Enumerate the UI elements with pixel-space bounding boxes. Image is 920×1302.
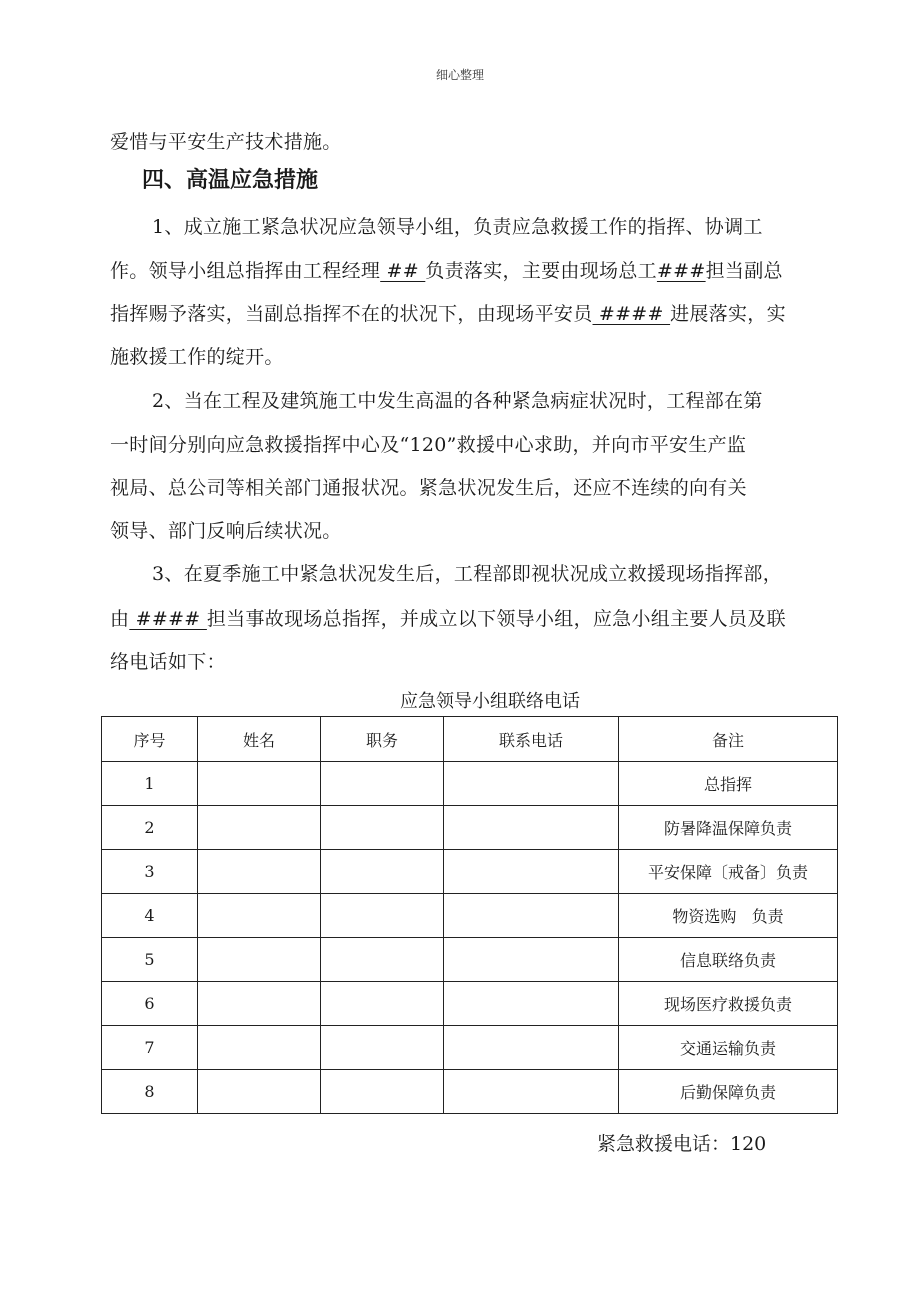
col-header-no: 序号 — [102, 717, 198, 762]
p1-line-2 — [110, 256, 783, 283]
table-row — [102, 1070, 838, 1114]
table-row — [102, 982, 838, 1026]
cell-note: 平安保障〔戒备〕负责 — [619, 850, 838, 894]
p2-line-1: 2、当在工程及建筑施工中发生高温的各种紧急病症状况时，工程部在第 — [152, 390, 763, 412]
cell-name — [198, 806, 321, 850]
table-row — [102, 762, 838, 806]
p1-line-2-b: 负责落实，主要由现场总工 — [425, 260, 657, 282]
p2-line-2: 一时间分别向应急救援指挥中心及“120”救援中心求助，并向市平安生产监 — [110, 434, 747, 456]
cell-role — [321, 938, 444, 982]
cell-role — [321, 1026, 444, 1070]
cell-phone — [444, 894, 619, 938]
table-caption: 应急领导小组联络电话 — [400, 691, 580, 712]
cell-no: 5 — [102, 938, 198, 982]
commander-placeholder: #### — [129, 608, 207, 630]
cell-role — [321, 982, 444, 1026]
cell-no: 6 — [102, 982, 198, 1026]
manager-placeholder: ## — [380, 260, 426, 282]
cell-role — [321, 806, 444, 850]
cell-phone — [444, 1026, 619, 1070]
p3-line-2-a: 由 — [110, 608, 130, 630]
p1-line-2-c: 担当副总 — [705, 260, 783, 282]
col-header-name: 姓名 — [198, 717, 321, 762]
intro-line: 爱惜与平安生产技术措施。 — [110, 131, 342, 153]
cell-name — [198, 762, 321, 806]
cell-note: 信息联络负责 — [619, 938, 838, 982]
cell-name — [198, 1070, 321, 1114]
cell-name — [198, 938, 321, 982]
col-header-phone: 联系电话 — [444, 717, 619, 762]
cell-phone — [444, 850, 619, 894]
col-header-note: 备注 — [619, 717, 838, 762]
cell-no: 8 — [102, 1070, 198, 1114]
table-row — [102, 1026, 838, 1070]
cell-role — [321, 894, 444, 938]
cell-role — [321, 762, 444, 806]
page-header: 细心整理 — [435, 68, 484, 82]
cell-name — [198, 850, 321, 894]
p2-line-3: 视局、总公司等相关部门通报状况。紧急状况发生后，还应不连续的向有关 — [110, 477, 747, 499]
cell-no: 1 — [102, 762, 198, 806]
table-row — [102, 894, 838, 938]
p3-line-1: 3、在夏季施工中紧急状况发生后，工程部即视状况成立救援现场指挥部， — [152, 563, 782, 585]
cell-phone — [444, 938, 619, 982]
cell-phone — [444, 762, 619, 806]
table-row — [102, 938, 838, 982]
p1-line-3-b: 进展落实，实 — [670, 303, 786, 325]
cell-note: 后勤保障负责 — [619, 1070, 838, 1114]
p1-line-2-a: 作。领导小组总指挥由工程经理 — [110, 260, 381, 282]
col-header-role: 职务 — [321, 717, 444, 762]
chief-engineer-placeholder: ### — [656, 260, 706, 282]
cell-note: 总指挥 — [619, 762, 838, 806]
cell-no: 4 — [102, 894, 198, 938]
cell-no: 7 — [102, 1026, 198, 1070]
p2-line-4: 领导、部门反响后续状况。 — [110, 520, 342, 542]
p1-line-1: 1、成立施工紧急状况应急领导小组，负责应急救援工作的指挥、协调工 — [152, 216, 763, 238]
cell-phone — [444, 1070, 619, 1114]
cell-phone — [444, 982, 619, 1026]
p1-line-3-a: 指挥赐予落实，当副总指挥不在的状况下，由现场平安员 — [110, 303, 593, 325]
section-heading: 四、高温应急措施 — [142, 168, 319, 193]
cell-note: 交通运输负责 — [619, 1026, 838, 1070]
p3-line-2 — [110, 604, 786, 631]
p1-line-3 — [110, 299, 786, 326]
table-row — [102, 850, 838, 894]
cell-role — [321, 850, 444, 894]
contact-table — [101, 716, 838, 1114]
cell-no: 3 — [102, 850, 198, 894]
table-row — [102, 806, 838, 850]
cell-note: 防暑降温保障负责 — [619, 806, 838, 850]
cell-name — [198, 982, 321, 1026]
cell-no: 2 — [102, 806, 198, 850]
cell-note: 现场医疗救援负责 — [619, 982, 838, 1026]
p3-line-3: 络电话如下： — [110, 651, 226, 673]
emergency-phone: 紧急救援电话：120 — [597, 1133, 767, 1155]
cell-phone — [444, 806, 619, 850]
safety-officer-placeholder: #### — [592, 303, 671, 325]
table-header-row — [102, 717, 838, 762]
cell-name — [198, 894, 321, 938]
p3-line-2-b: 担当事故现场总指挥，并成立以下领导小组，应急小组主要人员及联 — [206, 608, 786, 630]
cell-name — [198, 1026, 321, 1070]
p1-line-4: 施救援工作的绽开。 — [110, 346, 284, 368]
cell-note: 物资选购 负责 — [619, 894, 838, 938]
cell-role — [321, 1070, 444, 1114]
